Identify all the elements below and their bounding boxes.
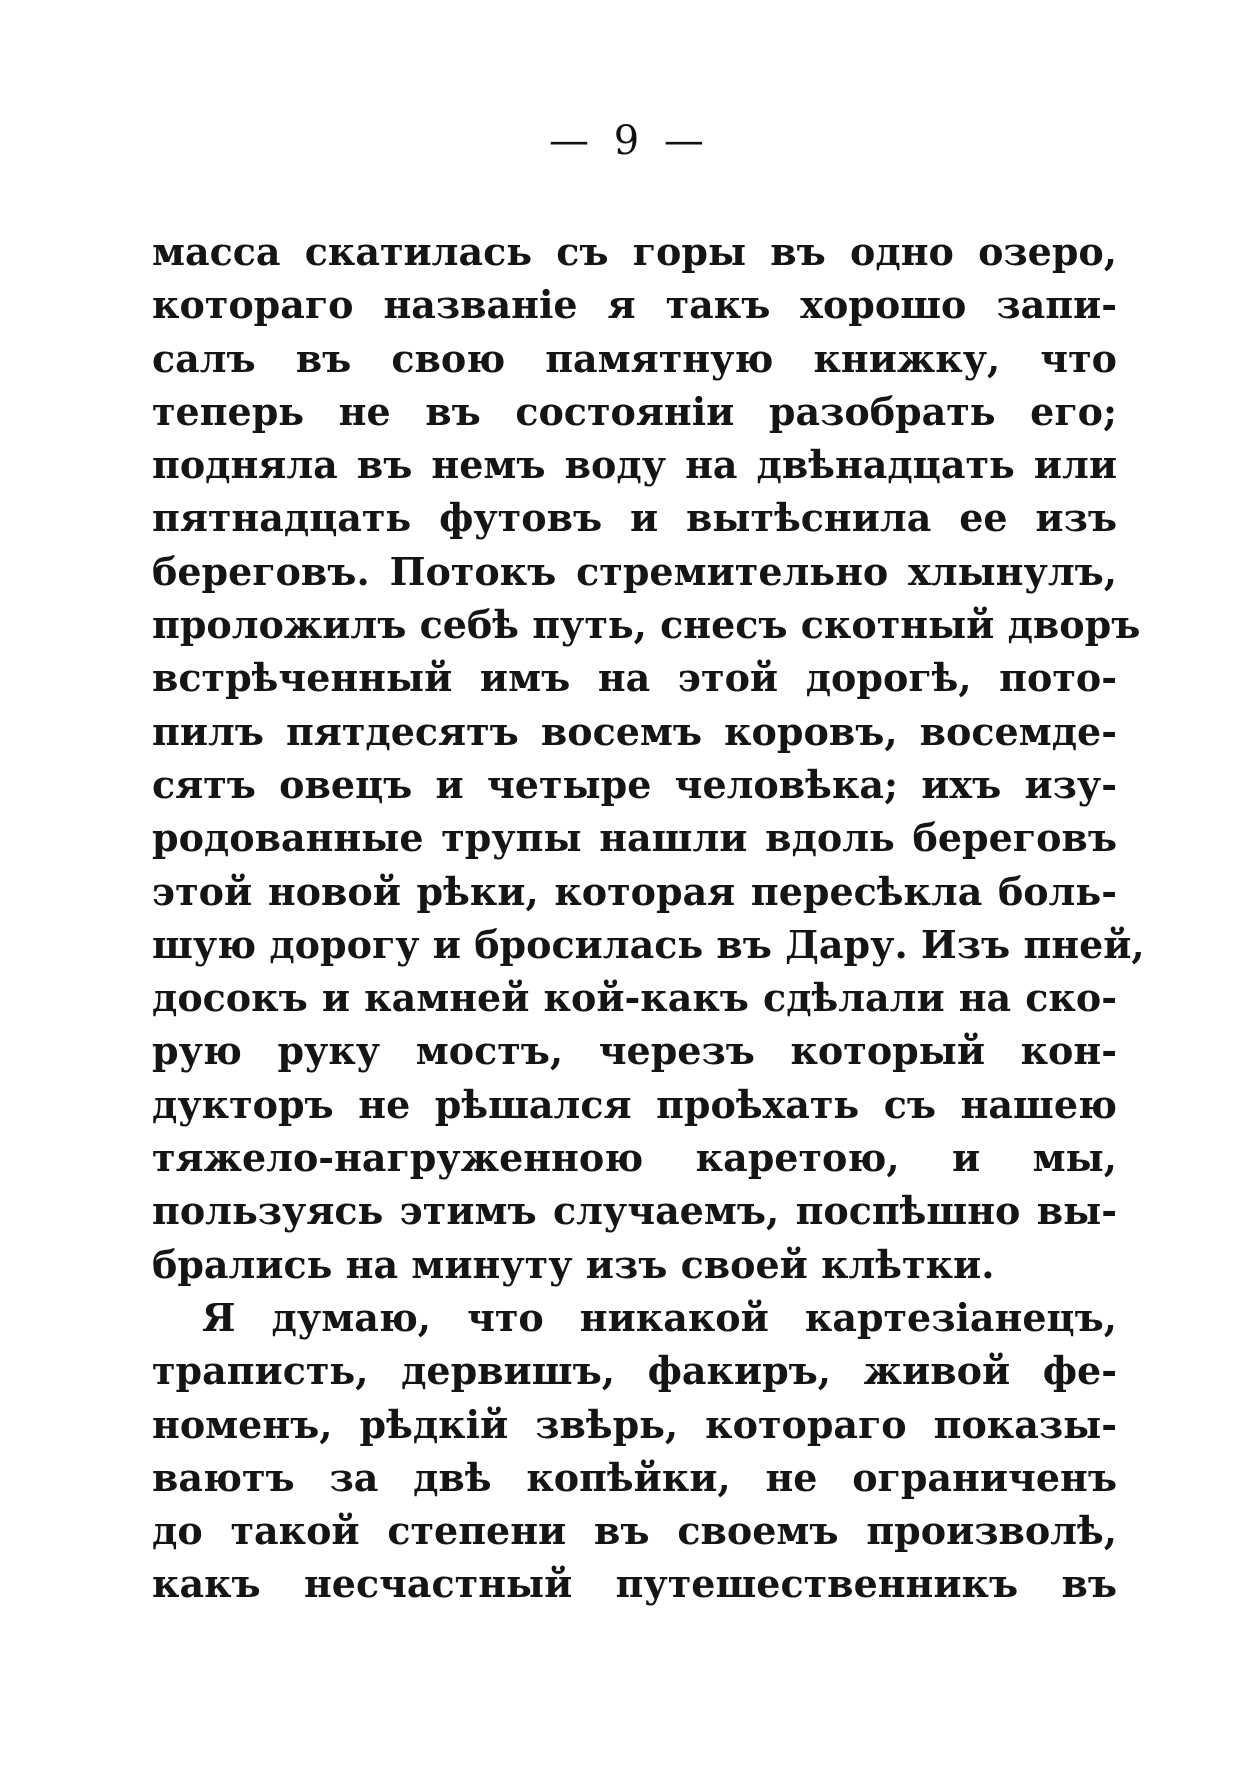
text-line: сятъ овецъ и четыре человѣка; ихъ изу-	[152, 761, 1117, 807]
text-line: тяжело-нагруженною каретою, и мы,	[152, 1135, 1117, 1181]
body-text	[152, 225, 1145, 1611]
text-line: до такой степени въ своемъ произволѣ,	[152, 1508, 1117, 1554]
text-line: котораго названіе я такъ хорошо запи-	[152, 282, 1117, 328]
text-line: брались на минуту изъ своей клѣтки.	[152, 1241, 995, 1287]
text-line: теперь не въ состояніи разобрать его;	[152, 388, 1117, 434]
text-line: дукторъ не рѣшался проѣхать съ нашею	[152, 1081, 1117, 1127]
paragraph-2	[152, 1291, 1117, 1611]
text-line: пилъ пятдесятъ восемъ коровъ, восемде-	[152, 708, 1117, 754]
text-line: досокъ и камней кой-какъ сдѣлали на ско-	[152, 975, 1117, 1021]
text-line: рую руку мостъ, черезъ который кон-	[152, 1028, 1117, 1074]
text-line: пятнадцать футовъ и вытѣснила ее изъ	[152, 495, 1117, 541]
page-number: — 9 —	[549, 118, 710, 164]
text-line: пользуясь этимъ случаемъ, поспѣшно вы-	[152, 1188, 1117, 1234]
text-line: подняла въ немъ воду на двѣнадцать или	[152, 442, 1117, 488]
text-line: салъ въ свою памятную книжку, что	[152, 335, 1117, 381]
text-line: какъ несчастный путешественникъ въ	[152, 1561, 1117, 1607]
text-line: номенъ, рѣдкій звѣрь, котораго показы-	[152, 1401, 1117, 1447]
text-line: шую дорогу и бросилась въ Дару. Изъ пней,	[152, 921, 1145, 967]
text-line: береговъ. Потокъ стремительно хлынулъ,	[152, 548, 1117, 594]
text-line: траписть, дервишъ, факиръ, живой фе-	[152, 1348, 1117, 1394]
text-line: родованные трупы нашли вдоль береговъ	[152, 815, 1117, 861]
paragraph-1	[152, 225, 1145, 1291]
text-line: ваютъ за двѣ копѣйки, не ограниченъ	[152, 1454, 1117, 1500]
text-line: встрѣченный имъ на этой дорогѣ, пото-	[152, 655, 1117, 701]
text-line: проложилъ себѣ путь, снесъ скотный дворъ	[152, 602, 1141, 648]
text-line: масса скатилась съ горы въ одно озеро,	[152, 229, 1117, 274]
text-line: этой новой рѣки, которая пересѣкла боль-	[152, 868, 1117, 914]
text-line: Я думаю, что никакой картезіанецъ,	[202, 1294, 1117, 1340]
